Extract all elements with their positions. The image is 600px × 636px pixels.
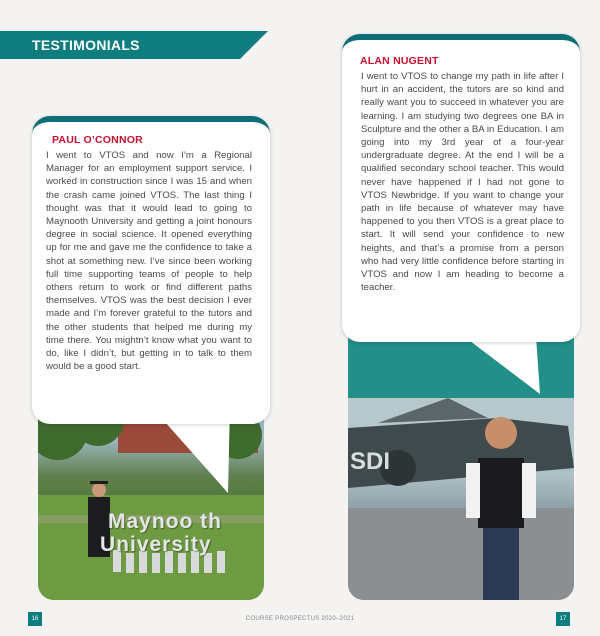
section-title: TESTIMONIALS: [32, 37, 140, 53]
testimonial-text-left: I went to VTOS and now I’m a Regional Manager for an employment support service. I worked in construction since I was 15 and when the crash came joined VTOS. The last thing I thought was that it would lead to going to Maynooth University and getting a joint honours degree in social science. It opened everything up for me and gave me the confidence to take a shot at something new. I’ve since been working full time supporting teams of people to help others return to work or find different paths themselves. VTOS was the best decision I ever made and I’m forever grateful to the tutors and the other students that helped me during my time there. You mightn’t know what you want to do, like I didn’t, but getting in to talk to them would be a good start.: [46, 150, 252, 373]
testimonial-name-left: PAUL O’CONNOR: [52, 134, 143, 146]
sign-line-2: University: [100, 533, 212, 556]
sign-line-1: Maynoo th: [108, 510, 222, 533]
maynooth-sign: [100, 510, 222, 556]
aircraft-marking: SDI: [350, 448, 391, 475]
page-number-left: 16: [28, 612, 42, 626]
testimonial-name-right: ALAN NUGENT: [360, 55, 439, 67]
page-number-right: 17: [556, 612, 570, 626]
testimonial-text-right: I went to VTOS to change my path in life after I hurt in an accident, the tutors are so kind and really want you to succeed in whatever you are learning. I am studying two degrees one BA in Sculpture and the other a BA in Education. I am going into my 3rd year of a four-year undergraduate degree. At the end I will be a qualified secondary school teacher. This would never have happened if I had not gone to VTOS Newbridge. If you want to change your path in life because of whatever may have happened to you then VTOS is a great place to start. It will send your confidence to new heights, and that’s a promise from a person who had very little confidence before starting in VTOS and now I am heading to become a teacher.: [361, 71, 564, 294]
section-banner: [0, 31, 268, 59]
footer-title: COURSE PROSPECTUS 2020–2021: [245, 616, 355, 622]
